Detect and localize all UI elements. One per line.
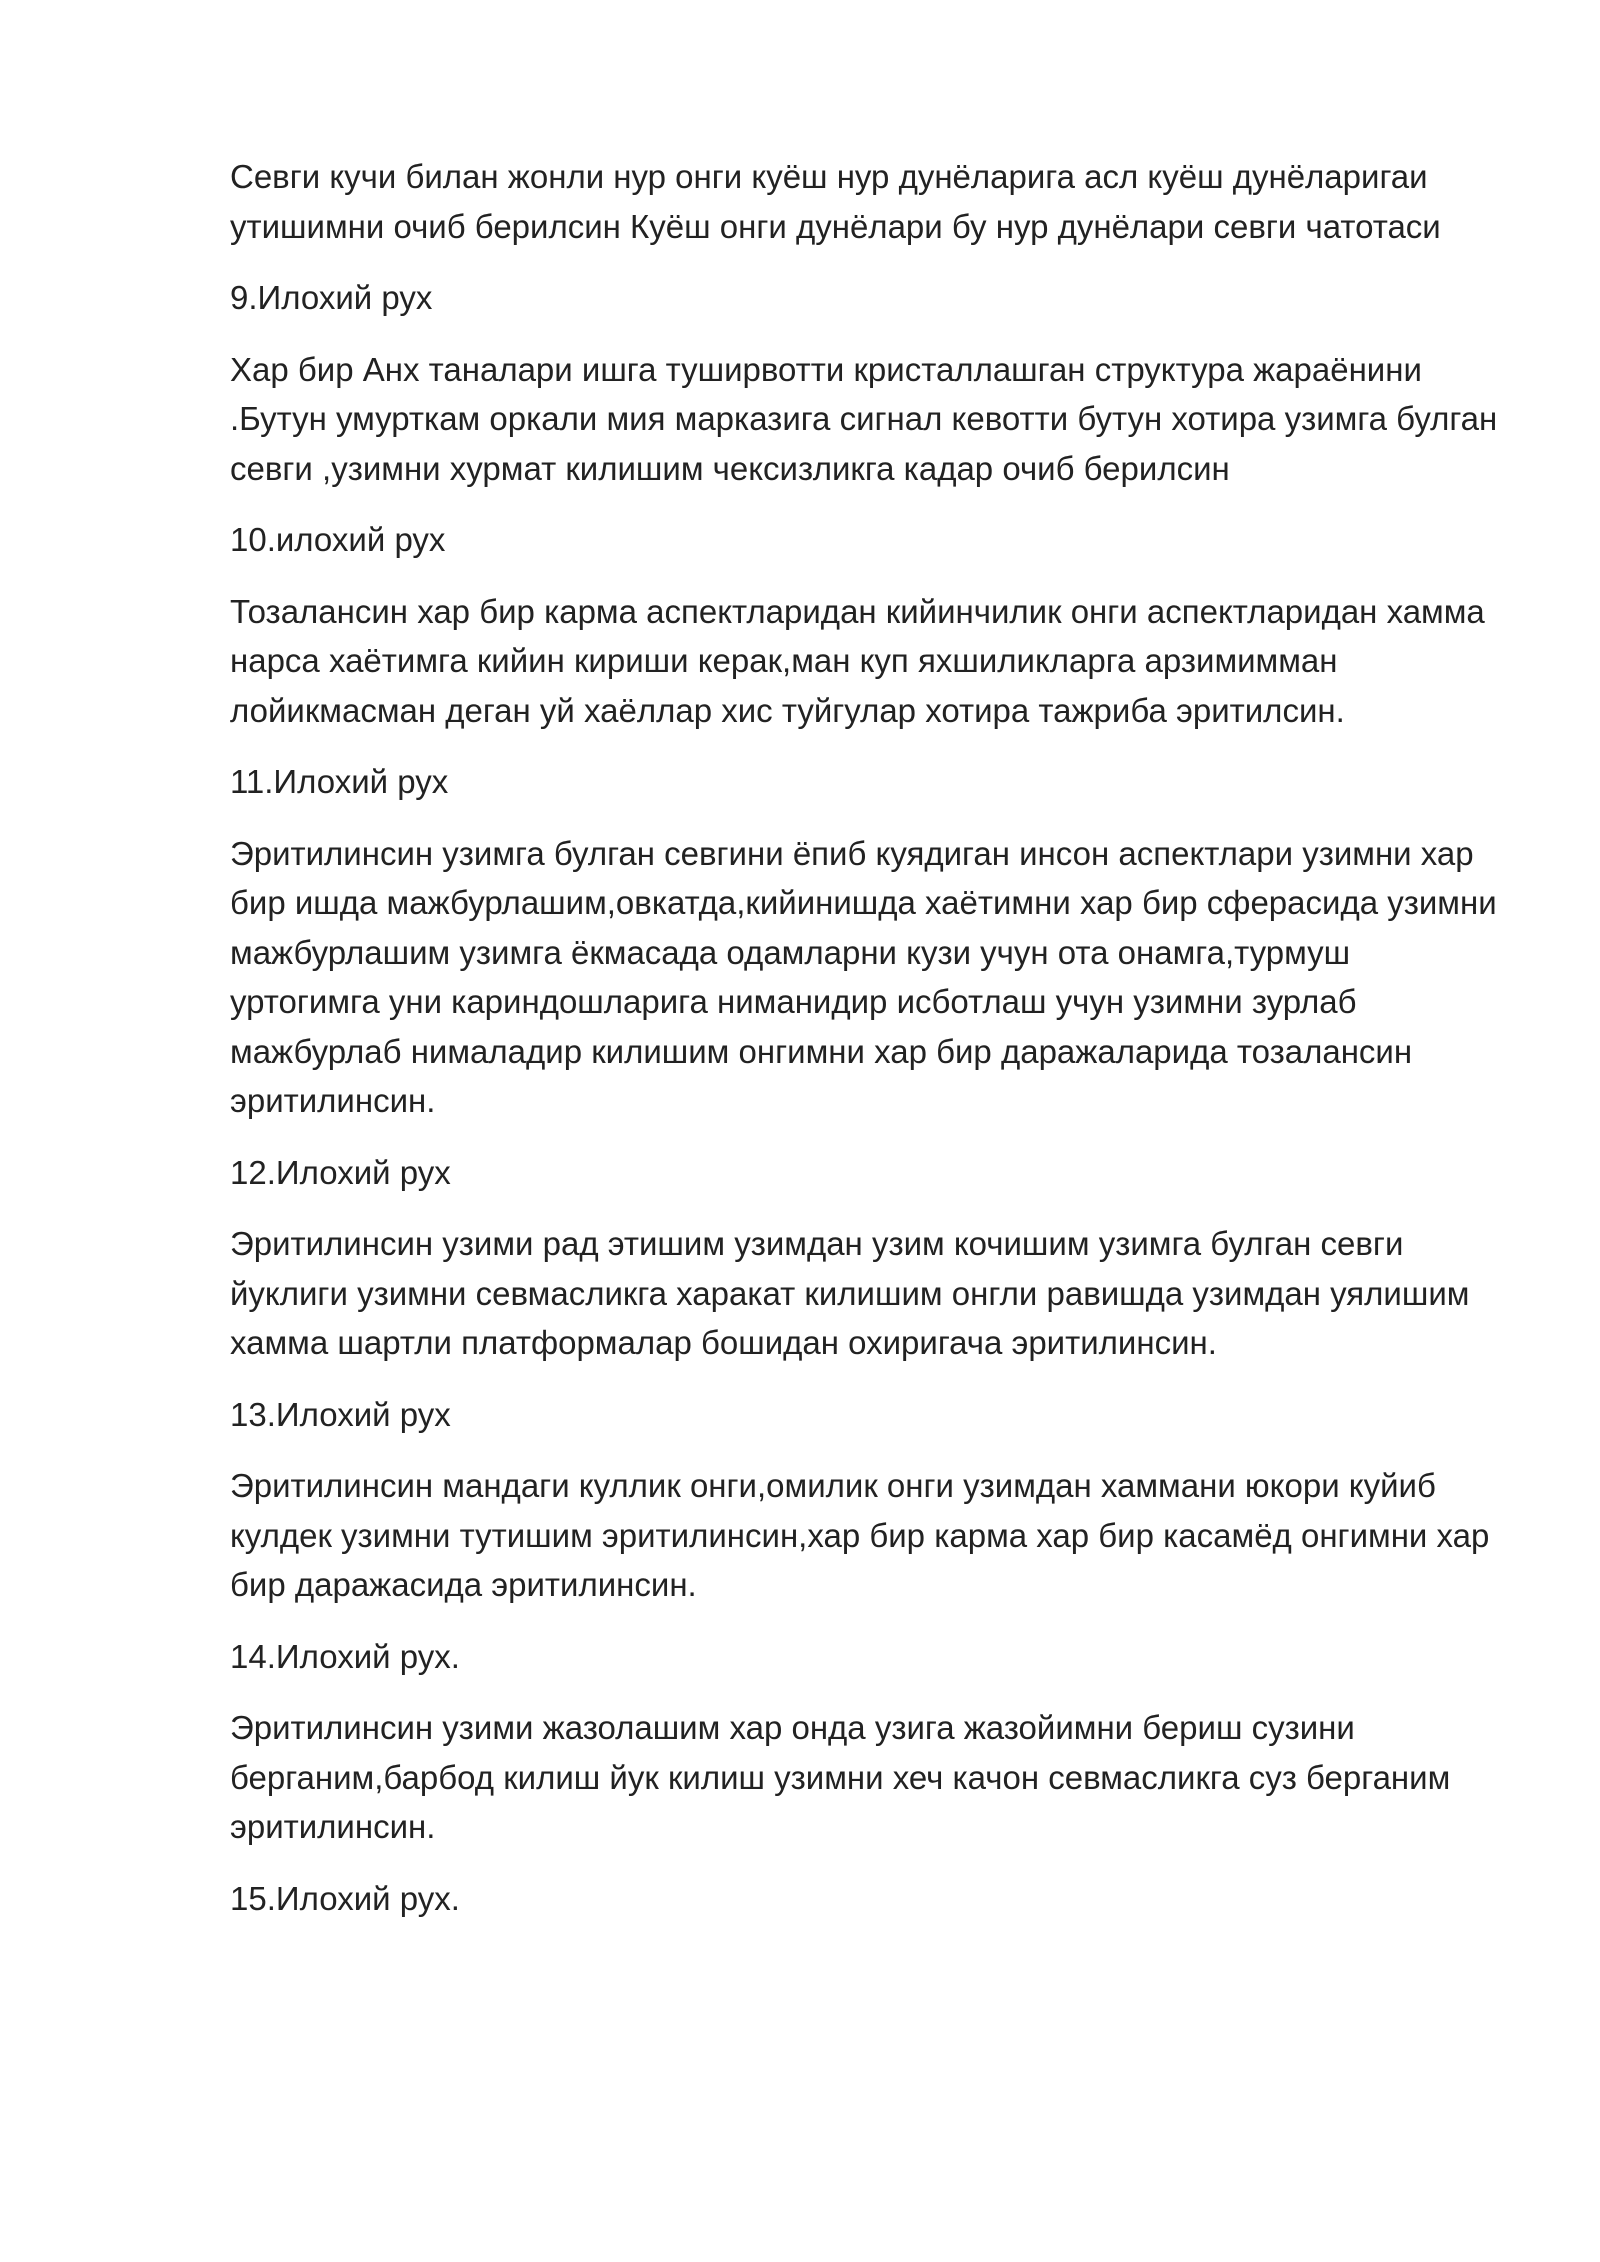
- paragraph: Тозалансин хар бир карма аспектларидан кийинчилик онги аспектларидан хамма нарса хаётимга кийин кириши керак,ман куп яхшиликларга арзимимман лойикмасман деган уй хаёллар хис туйгулар хотира тажриба эритилсин.: [230, 592, 1485, 729]
- section-heading: 14.Илохий рух.: [230, 1637, 460, 1675]
- section-heading: 9.Илохий рух: [230, 279, 433, 316]
- section-heading: 11.Илохий рух: [230, 763, 449, 800]
- paragraph: Хар бир Анх таналари ишга туширвотти кристаллашган структура жараёнини .Бутун умурткам оркали мия марказига сигнал кевотти бутун хотира узимга булган севги ,узимни хурмат килишим чексизликга кадар очиб берилсин: [230, 350, 1498, 487]
- section-heading: 12.Илохий рух: [230, 1153, 451, 1191]
- paragraph: Эритилинсин мандаги куллик онги,омилик онги узимдан хаммани юкори куйиб кулдек узимни тутишим эритилинсин,хар бир карма хар бир касамёд онгимни хар бир даражасида эритилинсин.: [230, 1467, 1490, 1603]
- paragraph: Эритилинсин узими рад этишим узимдан узим кочишим узимга булган севги йуклиги узимни севмасликга харакат килишим онгли равишда узимдан уялишим хамма шартли платформалар бошидан охиригача эритилинсин.: [230, 1225, 1470, 1361]
- paragraph: Эритилинсин узимга булган севгини ёпиб куядиган инсон аспектлари узимни хар бир ишда мажбурлашим,овкатда,кийинишда хаётимни хар бир сферасида узимни мажбурлашим узимга ёкмасада одамларни кузи учун ота онамга,турмуш уртогимга уни кариндошларига ниманидир исботлаш учун узимни зурлаб мажбурлаб нималадир килишим онгимни хар бир даражаларида тозалансин эритилинсин.: [230, 834, 1497, 1119]
- section-heading: 13.Илохий рух: [230, 1395, 451, 1433]
- paragraph: Эритилинсин узими жазолашим хар онда узига жазойимни бериш сузини берганим,барбод килиш йук килиш узимни хеч качон севмасликга суз берганим эритилинсин.: [230, 1709, 1451, 1845]
- document-body: [230, 152, 1500, 1945]
- section-heading: 15.Илохий рух.: [230, 1879, 460, 1917]
- section-heading: 10.илохий рух: [230, 521, 446, 558]
- paragraph: Севги кучи билан жонли нур онги куёш нур дунёларига асл куёш дунёларигаи утишимни очиб берилсин Куёш онги дунёлари бу нур дунёлари севги чатотаси: [230, 158, 1441, 245]
